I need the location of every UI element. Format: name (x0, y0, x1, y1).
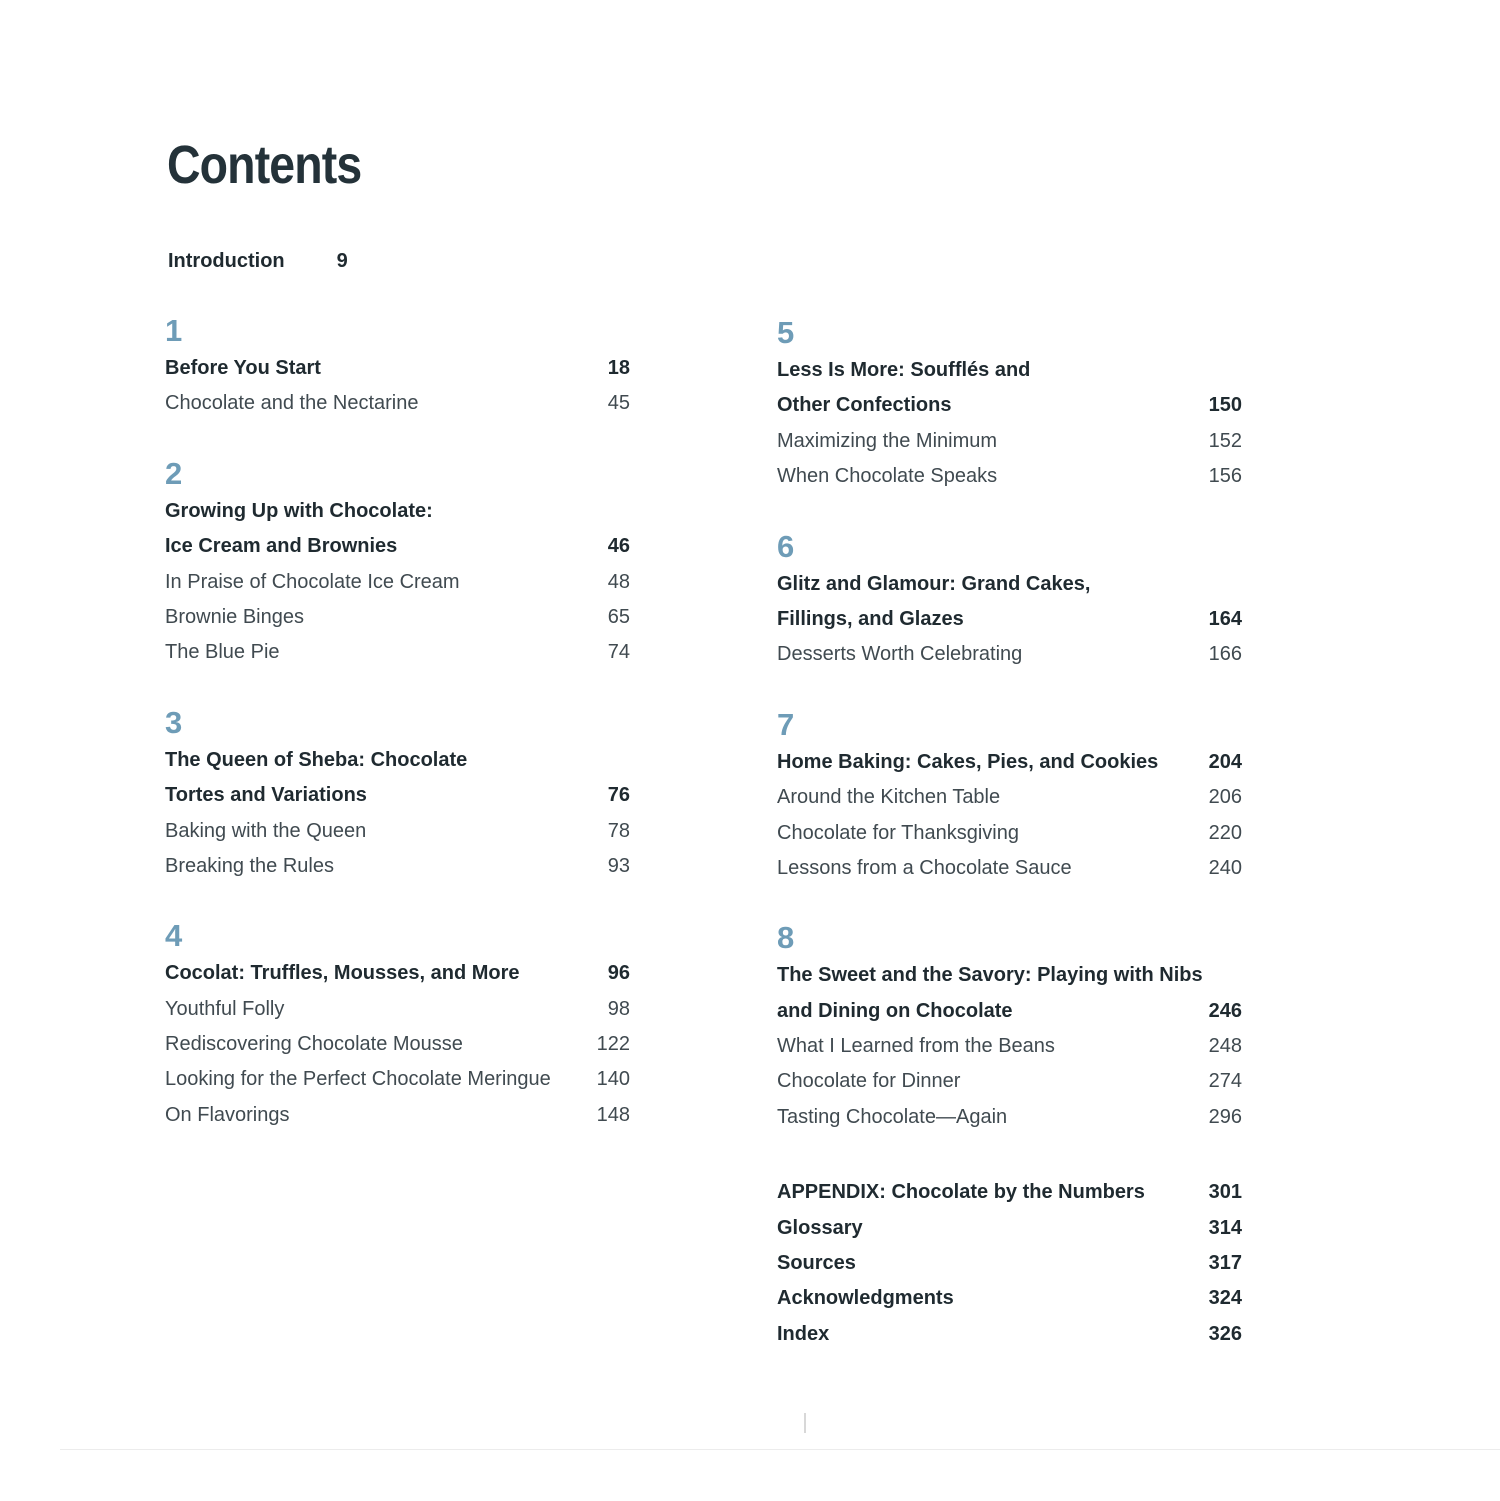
toc-entry[interactable] (165, 565, 630, 600)
entry-label: and Dining on Chocolate (777, 999, 1013, 1022)
toc-entry[interactable] (777, 353, 1242, 388)
toc-entry[interactable] (777, 816, 1242, 851)
toc-entry[interactable] (777, 851, 1242, 886)
toc-entry-introduction[interactable] (168, 250, 348, 273)
toc-entry[interactable] (165, 849, 630, 884)
entry-page: 317 (1208, 1252, 1242, 1275)
entry-label: On Flavorings (165, 1103, 290, 1126)
entry-page: 240 (1208, 856, 1242, 879)
entry-label: Less Is More: Soufflés and (777, 359, 1031, 381)
toc-entry[interactable] (165, 600, 630, 635)
entry-page: 150 (1208, 394, 1242, 417)
entry-label: Baking with the Queen (165, 819, 367, 842)
toc-entry[interactable] (777, 567, 1242, 602)
entry-page: 301 (1208, 1181, 1242, 1204)
entry-page: 326 (1208, 1322, 1242, 1345)
toc-entry[interactable] (777, 958, 1242, 993)
entry-page: 274 (1208, 1070, 1242, 1093)
chapter-section (165, 453, 630, 671)
entry-page: 45 (607, 392, 630, 415)
entry-page: 206 (1208, 786, 1242, 809)
toc-entry[interactable] (165, 1098, 630, 1133)
entry-label: When Chocolate Speaks (777, 465, 998, 488)
chapter-section (165, 310, 630, 422)
toc-entry[interactable] (165, 1027, 630, 1062)
toc-entry[interactable] (165, 386, 630, 421)
chapter-number: 2 (165, 455, 183, 491)
entry-label: Acknowledgments (777, 1287, 954, 1310)
chapter-number: 4 (165, 918, 183, 954)
toc-entry[interactable] (777, 424, 1242, 459)
entry-page: 96 (607, 962, 630, 985)
entry-page: 152 (1208, 429, 1242, 452)
entry-page: 48 (607, 570, 630, 593)
page-edge-divider (60, 1449, 1500, 1450)
entry-label: What I Learned from the Beans (777, 1035, 1055, 1058)
chapter-number: 1 (165, 313, 183, 348)
entry-label: Lessons from a Chocolate Sauce (777, 856, 1072, 879)
toc-entry[interactable] (165, 814, 630, 849)
entry-page: 164 (1208, 607, 1242, 630)
entry-label: Cocolat: Truffles, Mousses, and More (165, 962, 520, 985)
entry-label: Chocolate for Dinner (777, 1070, 961, 1093)
entry-label: Before You Start (165, 357, 321, 379)
toc-entry[interactable] (777, 637, 1242, 672)
entry-label: Maximizing the Minimum (777, 429, 998, 452)
entry-label: APPENDIX: Chocolate by the Numbers (777, 1181, 1145, 1204)
toc-entry[interactable] (777, 994, 1242, 1029)
entry-label: The Queen of Sheba: Chocolate (165, 748, 468, 771)
entry-label: Rediscovering Chocolate Mousse (165, 1033, 463, 1056)
entry-label: The Sweet and the Savory: Playing with Nibs (777, 964, 1203, 987)
toc-entry[interactable] (777, 1100, 1242, 1135)
entry-page: 296 (1208, 1105, 1242, 1128)
entry-page: 46 (607, 535, 630, 558)
chapter-section (777, 312, 1242, 495)
entry-page: 248 (1208, 1035, 1242, 1058)
toc-entry[interactable] (165, 956, 630, 991)
entry-label: Home Baking: Cakes, Pies, and Cookies (777, 750, 1159, 773)
entry-label: The Blue Pie (165, 641, 280, 664)
chapter-number: 5 (777, 315, 795, 350)
toc-entry[interactable] (777, 1211, 1242, 1246)
entry-label: Youthful Folly (165, 997, 285, 1020)
toc-entry[interactable] (165, 494, 630, 529)
entry-page: 204 (1208, 750, 1242, 773)
toc-entry[interactable] (777, 388, 1242, 423)
entry-page: 93 (607, 854, 630, 877)
toc-entry[interactable] (165, 1062, 630, 1097)
entry-label: Glossary (777, 1216, 863, 1239)
scan-artifact (804, 1413, 806, 1433)
toc-entry[interactable] (777, 1246, 1242, 1281)
entry-page: 78 (607, 819, 630, 842)
entry-label: Index (777, 1322, 830, 1345)
toc-entry[interactable] (165, 529, 630, 564)
toc-entry[interactable] (777, 1064, 1242, 1099)
entry-page: 156 (1208, 465, 1242, 488)
entry-label: Breaking the Rules (165, 854, 334, 877)
entry-page: 98 (607, 997, 630, 1020)
entry-page: 18 (607, 357, 630, 379)
chapter-section (165, 702, 630, 885)
entry-label: Growing Up with Chocolate: (165, 499, 433, 522)
entry-label: Chocolate and the Nectarine (165, 392, 419, 415)
chapter-section (777, 704, 1242, 887)
entry-label: Tortes and Variations (165, 784, 367, 807)
entry-label: Chocolate for Thanksgiving (777, 821, 1019, 844)
chapter-section (165, 915, 630, 1133)
chapter-number: 8 (777, 920, 795, 956)
entry-label: Sources (777, 1252, 856, 1275)
chapter-number: 7 (777, 706, 795, 742)
entry-page: 74 (607, 641, 630, 664)
chapter-section (777, 917, 1242, 1135)
entry-page: 76 (607, 784, 630, 807)
toc-left-column (165, 310, 630, 1164)
toc-entry[interactable] (777, 745, 1242, 780)
toc-entry[interactable] (777, 459, 1242, 494)
entry-page: 148 (596, 1103, 630, 1126)
toc-entry[interactable] (165, 635, 630, 670)
entry-label: In Praise of Chocolate Ice Cream (165, 570, 460, 593)
entry-page: 9 (336, 250, 348, 272)
entry-page: 314 (1208, 1216, 1242, 1239)
entry-label: Desserts Worth Celebrating (777, 643, 1023, 666)
toc-entry[interactable] (777, 780, 1242, 815)
toc-entry[interactable] (777, 1175, 1242, 1210)
entry-label: Introduction (168, 250, 285, 272)
entry-label: Looking for the Perfect Chocolate Meringue (165, 1068, 551, 1091)
toc-entry[interactable] (165, 992, 630, 1027)
toc-entry[interactable] (165, 351, 630, 386)
toc-entry[interactable] (777, 602, 1242, 637)
entry-label: Tasting Chocolate—Again (777, 1105, 1008, 1128)
entry-page: 65 (607, 605, 630, 628)
page-title: Contents (167, 135, 362, 195)
toc-entry[interactable] (165, 743, 630, 778)
entry-label: Other Confections (777, 394, 952, 417)
toc-entry[interactable] (777, 1317, 1242, 1352)
toc-entry[interactable] (165, 778, 630, 813)
entry-label: Brownie Binges (165, 605, 304, 628)
chapter-number: 3 (165, 704, 183, 740)
chapter-section (777, 526, 1242, 673)
back-matter (777, 1175, 1242, 1352)
entry-page: 166 (1208, 643, 1242, 666)
entry-page: 246 (1208, 999, 1242, 1022)
entry-label: Fillings, and Glazes (777, 607, 964, 630)
entry-page: 220 (1208, 821, 1242, 844)
toc-entry[interactable] (777, 1281, 1242, 1316)
entry-label: Ice Cream and Brownies (165, 535, 398, 558)
entry-page: 122 (596, 1033, 630, 1056)
toc-right-column (777, 312, 1242, 1352)
chapter-number: 6 (777, 528, 795, 564)
toc-entry[interactable] (777, 1029, 1242, 1064)
entry-label: Around the Kitchen Table (777, 786, 1001, 809)
entry-page: 324 (1208, 1287, 1242, 1310)
entry-label: Glitz and Glamour: Grand Cakes, (777, 572, 1091, 595)
entry-page: 140 (596, 1068, 630, 1091)
